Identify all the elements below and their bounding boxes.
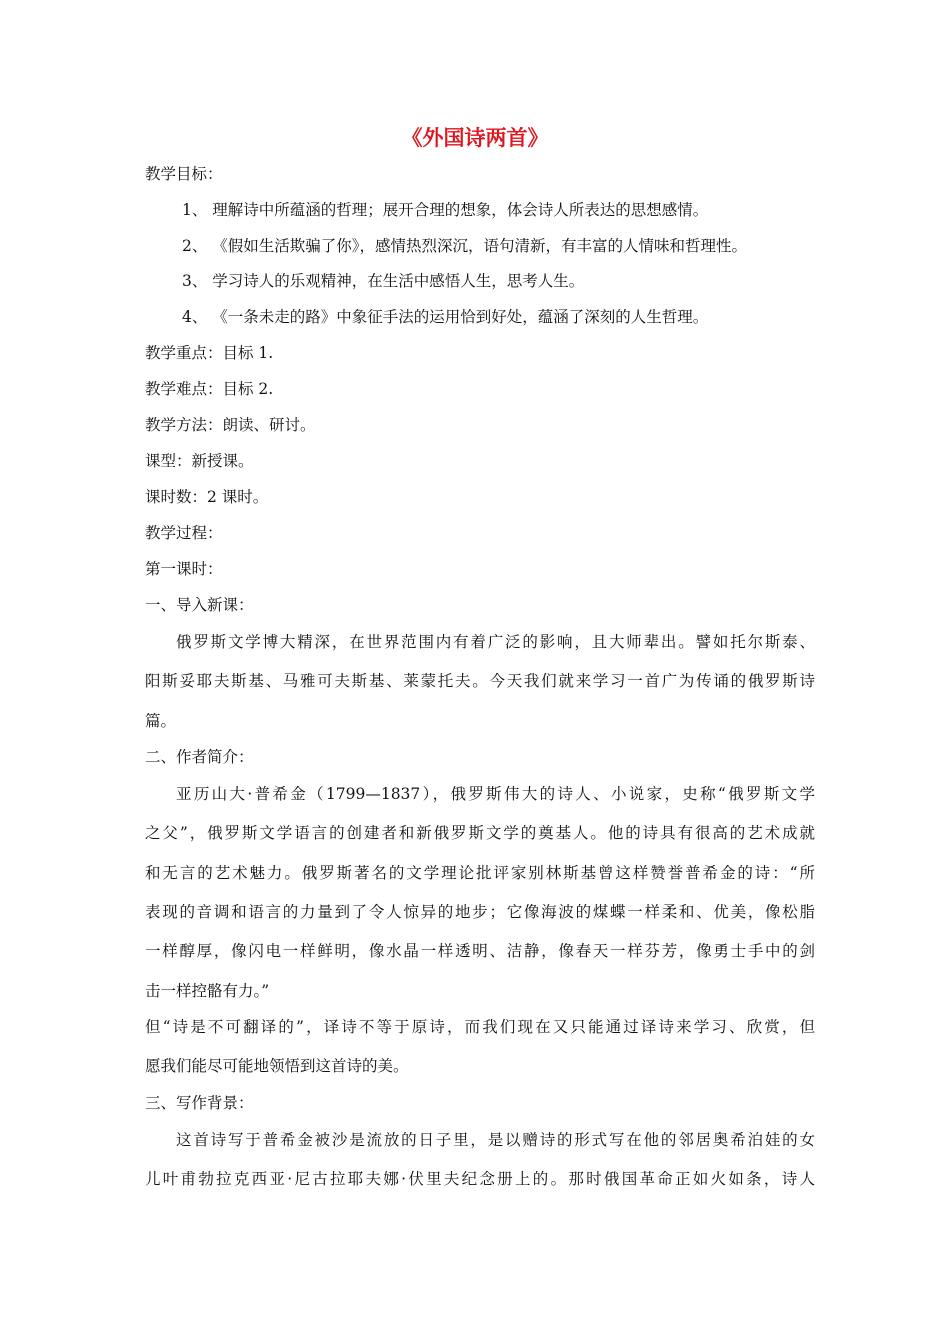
section2-line: 亚历山大·普希金（1799—1837），俄罗斯伟大的诗人、小说家，史称“俄罗斯文学: [176, 785, 815, 803]
objective-item-4: 4、 《一条未走的路》中象征手法的运用恰到好处，蕴涵了深刻的人生哲理。: [182, 308, 709, 326]
section1-line: 篇。: [145, 712, 177, 730]
section2-extra-line: 但“诗是不可翻译的”，译诗不等于原诗，而我们现在又只能通过译诗来学习、欣赏，但: [145, 1018, 815, 1036]
objective-item-2: 2、 《假如生活欺骗了你》，感情热烈深沉，语句清新，有丰富的人情味和哲理性。: [182, 237, 748, 255]
document-title: 《外国诗两首》: [401, 125, 549, 150]
process-heading: 教学过程：: [145, 524, 223, 542]
section2-line: 表现的音调和语言的力量到了令人惊异的地步；它像海波的煤蝶一样柔和、优美，像松脂: [145, 903, 815, 921]
section3-line: 儿叶甫勃拉克西亚·尼古拉耶夫娜·伏里夫纪念册上的。那时俄国革命正如火如条，诗人: [145, 1170, 815, 1188]
key-point: 教学重点：目标 1.: [145, 344, 274, 362]
section2-line: 一样醇厚，像闪电一样鲜明，像水晶一样透明、洁静，像春天一样芬芳，像勇士手中的剑: [145, 942, 815, 960]
section1-line: 俄罗斯文学博大精深，在世界范围内有着广泛的影响，且大师辈出。譬如托尔斯泰、: [176, 633, 815, 651]
section2-extra-line: 愿我们能尽可能地领悟到这首诗的美。: [145, 1057, 409, 1075]
section1-line: 阳斯妥耶夫斯基、马雅可夫斯基、莱蒙托夫。今天我们就来学习一首广为传诵的俄罗斯诗: [145, 672, 815, 690]
teaching-method: 教学方法：朗读、研讨。: [145, 416, 316, 434]
section1-heading: 一、导入新课：: [145, 596, 254, 614]
objectives-heading: 教学目标：: [145, 165, 223, 183]
section2-heading: 二、作者简介：: [145, 748, 254, 766]
objective-item-3: 3、 学习诗人的乐观精神，在生活中感悟人生，思考人生。: [182, 272, 585, 290]
section2-line: 和无言的艺术魅力。俄罗斯著名的文学理论批评家别林斯基曾这样赞誉普希金的诗：“所: [145, 864, 815, 882]
section3-line: 这首诗写于普希金被沙是流放的日子里，是以赠诗的形式写在他的邻居奥希泊娃的女: [176, 1131, 815, 1149]
lesson-type: 课型：新授课。: [145, 452, 254, 470]
section2-line: 击一样控骼有力。”: [145, 982, 270, 1000]
first-period-heading: 第一课时：: [145, 560, 223, 578]
section3-heading: 三、写作背景：: [145, 1094, 254, 1112]
objective-item-1: 1、 理解诗中所蕴涵的哲理；展开合理的想象，体会诗人所表达的思想感情。: [182, 201, 709, 219]
lesson-hours: 课时数：2 课时。: [145, 488, 269, 506]
section2-line: 之父”，俄罗斯文学语言的创建者和新俄罗斯文学的奠基人。他的诗具有很高的艺术成就: [145, 824, 815, 842]
difficulty: 教学难点：目标 2.: [145, 380, 274, 398]
